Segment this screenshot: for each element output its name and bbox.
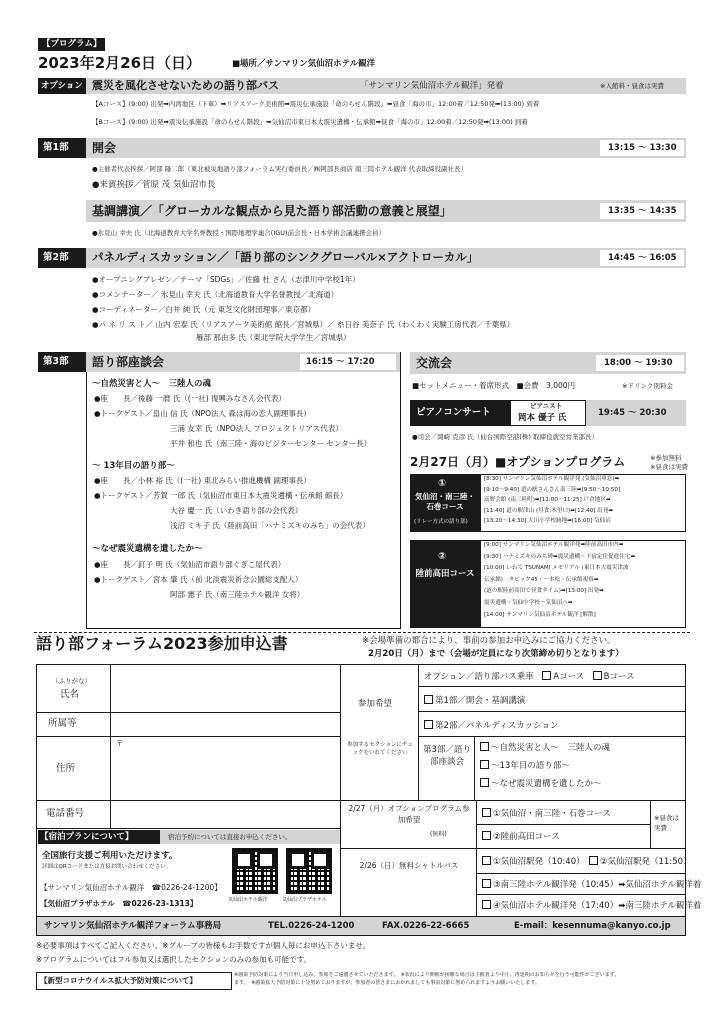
mid-col-rule — [340, 664, 341, 916]
part2-tag: 第2部 — [43, 252, 69, 263]
piano-time: 19:45 ～ 20:30 — [598, 408, 667, 418]
bus4-row: ④気仙沼ホテル観洋発（17:40）➡南三陸ホテル観洋着 — [482, 900, 701, 911]
d27b-row: ②陸前高田コース — [482, 831, 560, 842]
part1-bar — [86, 138, 686, 158]
covid-notes: ※感染予防対策により当日申し込み、参席をご遠慮させていただきます。 ※状況により開催が困難な場合は主催者より中止、再延期のお知らせを行う可能性がございます。 ます。 ※感染拡大予防対策に十分努めておりますが、参加者の皆さまにおかれましても事前対策に努められますようお願いいたします。 — [234, 972, 620, 986]
part3-tag: 第3部 — [43, 356, 69, 367]
checkbox-option-b[interactable] — [593, 671, 602, 680]
part3-title: 語り部座談会 — [92, 355, 165, 369]
d27-split — [476, 824, 650, 825]
d26-label: 2/26（日）無料シャトルバス — [359, 861, 459, 870]
part2-title: パネルディスカッション／「語り部のシンクグローバル×アクトローカル」 — [92, 250, 479, 264]
course-line: 伝承館) タピック45・一本松・伝承館視察➡ — [484, 576, 599, 583]
travel-support: 全国旅行支援ご利用いただけます。 — [42, 851, 178, 861]
form-title: 語り部フォーラム2023参加申込書 — [36, 634, 288, 653]
checkbox-bus4[interactable] — [482, 900, 491, 909]
g3-heading: ～なぜ震災遺構を遺したか～ — [92, 544, 203, 554]
address-field[interactable] — [112, 738, 338, 798]
part3-bottom-rule — [86, 628, 401, 629]
part2-l3: ●コーディネーター／白井 純 氏（元 東芝文化財団理事／東京都） — [92, 305, 316, 314]
p1-row: 第1部／開会・基調講演 — [424, 695, 525, 706]
g2-guest3: 浅沼 ミキ子 氏（陸前高田「ハナミズキのみち」の会代表） — [170, 521, 370, 530]
checkbox-option-a[interactable] — [542, 671, 551, 680]
row-rule-4 — [36, 828, 340, 829]
g1-chair: ●座 長／後藤 一磨 氏（(一社) 復興みなさん会代表） — [94, 394, 287, 403]
pianist-label: ピアニスト — [530, 402, 563, 410]
qr2-label: 気仙沼プラザホテル — [282, 897, 327, 903]
g1-guest1: ●トークゲスト／畠山 信 氏（NPO法人 森は海の恋人副理事長） — [94, 409, 311, 418]
g3-guest2: 阿部 憲子 氏（南三陸ホテル観洋 女将） — [170, 590, 305, 599]
d27-free: (無料) — [430, 831, 447, 838]
course2-name: 陸前高田コース — [415, 569, 475, 579]
exchange-title: 交流会 — [416, 356, 453, 370]
d27-lunch-note: ※昼食は実費 — [654, 814, 679, 832]
p3c-row: ～なぜ震災遺構を遺したか～ — [480, 778, 602, 789]
course-line: [13:20～14:30] 大川小学校跡地➡[16:00] 気仙沼 — [484, 518, 611, 525]
day2-date: 2月27日（月）■オプションプログラム — [410, 455, 626, 469]
keynote-time: 13:35 ～ 14:35 — [608, 206, 677, 216]
p3-inner-rule — [474, 736, 475, 800]
bus-split-1 — [476, 873, 686, 874]
tel-field[interactable] — [112, 802, 338, 826]
part2-time: 14:45 ～ 16:05 — [608, 253, 677, 263]
course-line: (道の駅陸前高田で昼食タイム)➡[13:00] 出発➡ — [484, 588, 604, 595]
affiliation-field[interactable] — [112, 714, 338, 734]
program-note: ※プログラムについてはフル参加又は選択したセクションのみの参加も可能です。 — [36, 955, 312, 964]
office-fax: FAX.0226-22-6665 — [382, 921, 470, 931]
required-note: ※必要事項はすべてご記入ください。※グループの皆様もお手数ですが個人毎にお申込下さいませ。 — [36, 941, 371, 950]
option-tag: オプション — [41, 81, 83, 91]
pianist-name: 岡本 優子 氏 — [518, 413, 567, 423]
travel-detail: 詳細はQRコードまたは直接お問い合わせください。 — [42, 864, 172, 870]
office-email[interactable]: E-mail：kesennuma@kanyo.co.jp — [514, 921, 671, 931]
r-rule-3 — [418, 736, 686, 737]
g3-chair: ●座 長／釘子 明 氏（気仙沼市語り部ぐぎこ屋代表） — [94, 560, 286, 569]
option-depart: 「サンマリン気仙沼ホテル観洋」発着 — [360, 81, 504, 91]
part1-tag: 第1部 — [43, 142, 69, 153]
g2-heading: ～ 13年目の語り部～ — [92, 461, 175, 471]
program-label: 【プログラム】 — [38, 38, 105, 51]
option-note: ※入館料・昼食は実費 — [600, 82, 664, 90]
row-rule-3 — [36, 800, 340, 801]
checkbox-bus3[interactable] — [482, 879, 491, 888]
checkbox-d27a[interactable] — [482, 808, 491, 817]
bus12-row: ①気仙沼駅発（10:40） ②気仙沼駅発（11:50） — [482, 856, 692, 867]
g1-guest2: 三浦 友幸 氏（NPO法人 プロジェクトリアス代表） — [170, 424, 343, 433]
d27a-row: ①気仙沼・南三陸・石巻コース — [482, 808, 611, 819]
part1-l2: ●来賓挨拶／菅原 茂 気仙沼市長 — [92, 180, 216, 190]
checkbox-d27b[interactable] — [482, 831, 491, 840]
course-line: [14:00] サンマリン気仙沼ホテル観洋 [解散] — [484, 611, 596, 618]
row-rule-2 — [36, 736, 340, 737]
covid-heading: 【新型コロナウイルス拡大予防対策について】 — [40, 976, 197, 985]
right-inner-rule — [418, 664, 419, 800]
check-note: 参加するセクションにチェックをいれてください — [347, 742, 413, 756]
form-note1: ※会場準備の都合により、事前の参加お申込みにご協力ください。 — [362, 636, 616, 646]
checkbox-bus1[interactable] — [482, 856, 491, 865]
course-line: [9:30] ハナミズキのみち碑➡震災遺構・下宿定住促進住宅➡ — [484, 553, 636, 560]
event-date: 2023年2月26日（日） — [38, 54, 202, 72]
name-field[interactable] — [112, 666, 338, 710]
course1-name: 気仙沼・南三陸・石巻コース — [415, 492, 475, 511]
office-tel: TEL.0226-24-1200 — [268, 921, 355, 931]
p3-label: 第3部／語り部座談会 — [423, 745, 471, 768]
course-line: [9:00] サンマリン気仙沼ホテル観洋発➡陸前高田市内➡ — [484, 542, 624, 548]
office-name: サンマリン気仙沼ホテル観洋フォーラム事務局 — [44, 921, 222, 931]
checkbox-p3c[interactable] — [480, 778, 489, 787]
exchange-time: 18:00 ～ 19:30 — [604, 358, 673, 368]
keynote-title: 基調講演／「グローカルな観点から見た語り部活動の意義と展望」 — [92, 204, 452, 218]
g2-chair: ●座 長／小林 裕 氏（(一社) 東北みらい推進機構 副理事長） — [94, 476, 311, 485]
option-title: 震災を風化させないための語り部バス — [92, 79, 279, 92]
venue: ■場所／サンマリン気仙沼ホテル観洋 — [232, 59, 376, 69]
piano-title: ピアノコンサート — [416, 407, 491, 418]
checkbox-part1[interactable] — [424, 695, 433, 704]
day2-note2: ※昼食は実費 — [650, 463, 688, 471]
mc-line: ●司会／岡崎 克彦 氏（仙台国際空港(株) 取締役就空営業部長） — [412, 433, 598, 441]
part2-l4: ●パ ネ リ ス ト／ 山内 宏泰 氏（リアスアーク美術館 館長／宮城県）／ 糸日谷 美奈子 氏（わくわく実験工房代表／千葉県） — [92, 320, 515, 329]
form-note2: 2月20日（月）まで（会場が定員になり次第締め切りとなります） — [368, 649, 624, 659]
part2-l2: ●コメンテーター／ 氷見山 幸夫 氏（北海道教育大学名誉教授／北海道） — [92, 290, 339, 299]
part3-left-rule — [86, 372, 87, 628]
g1-guest3: 平井 和也 氏（南三陸・海のビジターセンター センター長） — [170, 439, 372, 448]
address-label: 住所 — [56, 763, 76, 774]
r-rule-1 — [418, 686, 686, 687]
g2-guest2: 大谷 慶一 氏（いわき語り部の会代表） — [170, 506, 303, 515]
row-rule-1 — [36, 712, 340, 713]
lunch-col-rule — [650, 800, 651, 848]
g3-guest1: ●トークゲスト／宮本 肇 氏（前 北淡震災祈念公園総支配人） — [94, 575, 303, 584]
hotel1: 【サンマリン気仙沼ホテル観洋 ☎0226-24-1200】 — [40, 883, 222, 892]
part2-l5: 雁部 那由多 氏（東北学院大学学生／宮城県） — [196, 333, 351, 342]
hotel-heading: 【宿泊プランについて】 — [40, 832, 134, 842]
exchange-note: ※ドリンク別料金 — [622, 382, 673, 390]
course-line: [9:10～9:40] 道の駅さんさん南三陸➡[9:50～10:50] — [484, 486, 621, 493]
bus-split-2 — [476, 894, 686, 895]
course-line: [8:30] サンマリン気仙沼ホテル観洋発 (気仙沼車窓)➡ — [484, 476, 620, 482]
checkbox-part2[interactable] — [424, 720, 433, 729]
part3-time: 16:15 ～ 17:20 — [306, 357, 375, 367]
hotel2: 【気仙沼プラザホテル ☎0226-23-1313】 — [40, 899, 198, 908]
part1-l3: ●氷見山 幸夫 氏（北海道教育大学名誉教授・国際地理学連合(IGU)前会長・日本学術会議連携会員） — [92, 229, 386, 237]
g1-heading: ～自然災害と人～ 三陸人の魂 — [92, 379, 212, 389]
r-rule-2 — [418, 711, 686, 712]
affiliation-label: 所属等 — [48, 718, 77, 729]
part1-l1: ●主催者代表挨拶／阿部 隆二郎（東北被災地語り部フォーラム実行委員長／㈱阿部長商店 南三陸ホテル観洋 代表取締役副社長） — [92, 165, 468, 173]
hotel-note: 宿泊予約については直接お申込ください。 — [168, 833, 292, 841]
course-line: [10:00] いわて TSUNAMI メモリアル (東日本大震災津波 — [484, 565, 629, 572]
p3a-row: ～自然災害と人～ 三陸人の魂 — [480, 742, 610, 753]
bus3-row: ③南三陸ホテル観洋発（10:45）➡気仙沼ホテル観洋着 — [482, 879, 701, 890]
furigana-label: （ふりがな） — [52, 677, 91, 685]
r-col-rule — [476, 800, 477, 916]
d27-label: 2/27（月）オプションプログラム参加希望 — [348, 804, 470, 824]
course2-num: ② — [438, 551, 447, 562]
part3-right-rule — [400, 352, 401, 628]
opt-row: オプション／語り部バス乗車 Aコース Bコース — [424, 672, 635, 682]
course-a: 【Aコース】(9:00) 出発➡内湾地区（下車）➡リアスアーク美術館➡震災伝承施設「命のらせん階段」➡昼食「海の市」12:00着／12:50発➡(13:00) 到着 — [92, 100, 540, 108]
part2-l1: ●オープニングプレゼン／テーマ「SDGs」／佐藤 杜 さん（志津川中学校1年） — [92, 275, 360, 284]
left-col-rule — [110, 664, 111, 828]
course-line: 高野会館 (南三陸町)➡[11:00～11:25] 戸倉地区➡ — [484, 497, 611, 504]
part1-time: 13:15 ～ 13:30 — [608, 143, 677, 153]
wish-label: 参加希望 — [358, 699, 393, 709]
course-b: 【Bコース】(9:00) 出発➡震災伝承施設「命のらせん階段」➡気仙沼市東日本大震災遺構・伝承館➡昼食「海の市」12:00着／12:50発➡(13:00) 到着 — [92, 118, 528, 126]
course-line: [11:40] 道の駅津山 (昼食:木里口)➡[12:40] 出発➡ — [484, 507, 614, 514]
checkbox-bus2[interactable] — [589, 856, 598, 865]
name-label: 氏名 — [60, 689, 80, 700]
postal-mark: 〒 — [116, 739, 124, 748]
part1-title: 開会 — [92, 141, 117, 155]
course1-sub: (リレー方式の語り部) — [414, 519, 468, 525]
tel-label: 電話番号 — [46, 808, 85, 819]
r-rule-4 — [340, 800, 686, 801]
day2-note1: ※参加無料 — [650, 454, 682, 462]
course-line: 震災遺構・気仙中学校～気仙沼へ➡ — [484, 600, 573, 606]
checkbox-p3b[interactable] — [480, 760, 489, 769]
course1-num: ① — [438, 478, 447, 489]
checkbox-p3a[interactable] — [480, 742, 489, 751]
p3b-row: ～13年目の語り部～ — [480, 760, 570, 771]
qr1-label: 気仙沼ホテル観洋 — [228, 897, 268, 903]
cut-line — [34, 632, 690, 633]
qr-code-kanyo[interactable] — [232, 848, 278, 894]
g2-guest1: ●トークゲスト／芳賀 一郎 氏（気仙沼市東日本大震災遺構・伝承館 館長） — [94, 491, 348, 500]
p2-row: 第2部／パネルディスカッション — [424, 720, 558, 731]
qr-code-plaza[interactable] — [286, 848, 332, 894]
r-rule-5 — [340, 848, 686, 849]
exchange-line: ■セットメニュー・着席形式 ■会費 3,000円 — [412, 381, 576, 390]
